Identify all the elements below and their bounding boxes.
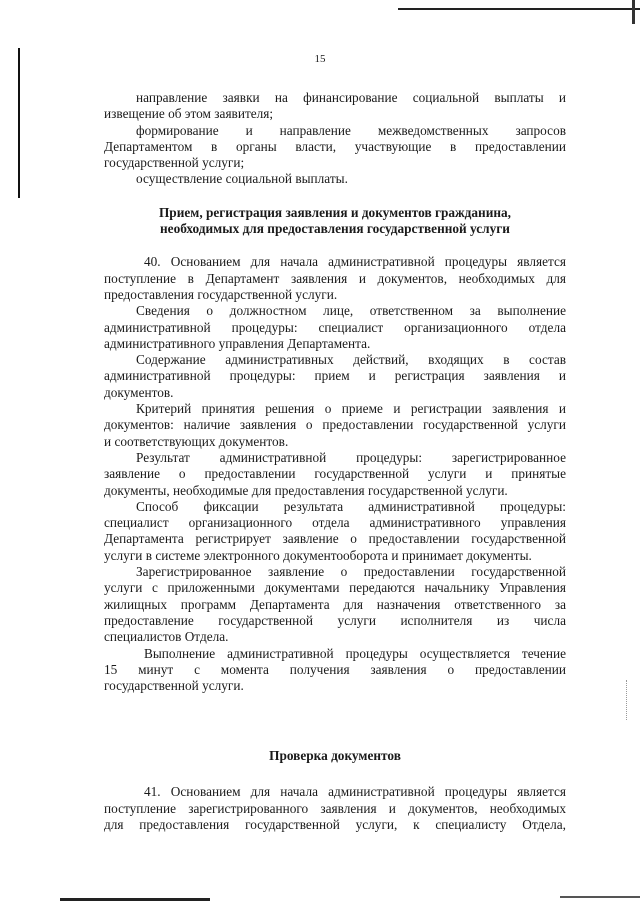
paragraph-line: Зарегистрированное заявление о предоставлении государственной [136,564,566,580]
paragraph-line: государственной услуги. [104,678,244,694]
paragraph-line: услуги в системе электронного документооборота и принимает документы. [104,547,532,563]
paragraph-line: 15 минут с момента получения заявления о предоставлении [104,661,566,677]
scan-artifact-line [398,8,640,10]
paragraph-line: предоставление государственной услуги исполнителя из числа [104,612,566,628]
paragraph-line: Содержание административных действий, входящих в состав [136,352,566,368]
paragraph-line: предоставления государственной услуги. [104,286,338,302]
paragraph-line: и соответствующих документов. [104,433,289,449]
scan-artifact-line [632,0,635,24]
paragraph-line: направление заявки на финансирование социальной выплаты и [136,90,566,105]
paragraph-line: поступление в Департамент заявления и документов, необходимых для [104,270,566,286]
paragraph-line: специалист организационного отдела административного управления [104,515,566,531]
paragraph-line: Выполнение административной процедуры осуществляется течение [144,645,566,661]
paragraph-line: Результат административной процедуры: зарегистрированное [136,449,566,465]
paragraph-line: Сведения о должностном лице, ответственном за выполнение [136,303,566,319]
section-heading: Прием, регистрация заявления и документов гражданина, [158,204,512,220]
paragraph-line: административного управления Департамента. [104,335,371,351]
paragraph-line: формирование и направление межведомственных запросов [136,122,566,138]
paragraph-line: Департамента регистрирует заявление о предоставлении государственной [104,531,566,547]
paragraph-line: извещение об этом заявителя; [104,106,274,122]
section2-block [104,748,566,833]
section-heading: необходимых для предоставления государственной услуги [160,221,510,237]
paragraph-line: 41. Основанием для начала административной процедуры является [144,784,566,800]
paragraph-line: услуги с приложенными документами передаются начальнику Управления [104,580,566,596]
paragraph-line: 40. Основанием для начала административной процедуры является [144,254,566,270]
paragraph-line: государственной услуги; [104,155,245,171]
paragraph-line: документов: наличие заявления о предоставлении государственной услуги [104,417,566,433]
paragraph-line: административной процедуры: прием и регистрация заявления и [104,368,566,384]
paragraph-line: административной процедуры: специалист организационного отдела [104,319,566,335]
scan-artifact-dots [626,680,628,720]
paragraph-line: жилищных программ Департамента для назначения ответственного за [104,596,566,612]
paragraph-line: поступление зарегистрированного заявления и документов, необходимых [104,800,566,816]
section-heading: Проверка документов [269,748,401,763]
paragraph-line: Департаментом в органы власти, участвующие в предоставлении [104,138,566,154]
scan-artifact-line [18,48,20,198]
paragraph-line: осуществление социальной выплаты. [136,171,348,187]
paragraph-line: специалистов Отдела. [104,629,229,645]
scan-artifact-line [60,898,210,901]
paragraph-line: документов. [104,384,174,400]
intro-block [104,90,566,694]
paragraph-line: Способ фиксации результата административной процедуры: [136,498,566,514]
paragraph-line: документы, необходимые для предоставления государственной услуги. [104,482,508,498]
paragraph-line: заявление о предоставлении государственной услуги и принятые [104,466,566,482]
paragraph-line: Критерий принятия решения о приеме и регистрации заявления и [136,401,566,417]
paragraph-line: для предоставления государственной услуги, к специалисту Отдела, [104,816,566,832]
page-number: 15 [314,53,326,65]
scan-artifact-line [560,896,640,898]
